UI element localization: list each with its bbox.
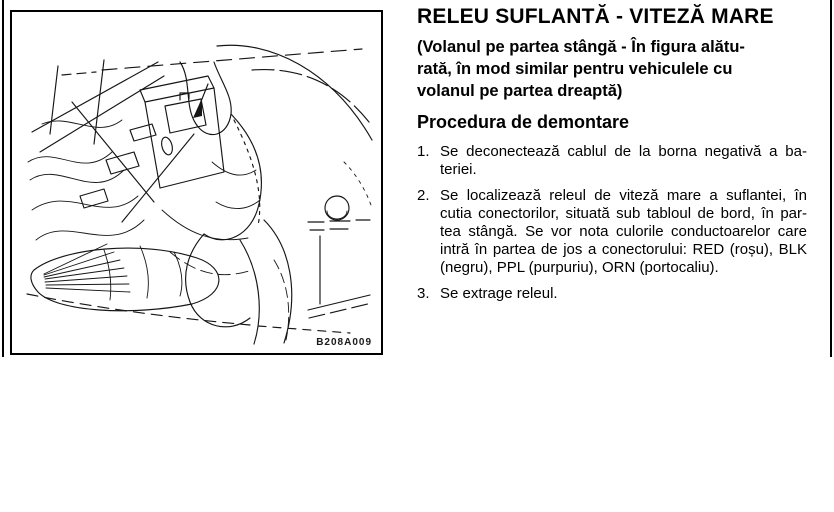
step-number: 3. (417, 285, 430, 302)
step-number: 2. (417, 187, 430, 204)
page-title: RELEU SUFLANTĂ - VITEZĂ MARE (417, 5, 774, 28)
figure-code-label: B208A009 (316, 337, 372, 348)
procedure-heading: Procedura de demontare (417, 112, 630, 132)
subtitle (417, 36, 807, 102)
step-item-1 (417, 143, 807, 179)
step-line: Se extrage releul. (440, 285, 558, 302)
step-item-2 (417, 187, 807, 277)
step-line: Se localizează releul de viteză mare a suflantei, în (440, 187, 807, 204)
step-line: Se deconectează cablul de la borna negativă a ba- (440, 143, 807, 160)
figure-frame (10, 10, 383, 355)
subtitle-line: rată, în mod similar pentru vehiculele cu (417, 60, 733, 78)
step-number: 1. (417, 143, 430, 160)
step-text (440, 187, 807, 277)
step-text (440, 285, 807, 303)
subtitle-line: (Volanul pe partea stângă - În figura alătu- (417, 38, 745, 56)
step-line: teriei. (440, 161, 477, 178)
step-line: tea stângă. Se vor nota culorile conductoarelor care (440, 223, 807, 240)
page-edge-line-left (2, 0, 4, 357)
step-line: (negru), PPL (purpuriu), ORN (portocaliu). (440, 259, 719, 276)
step-item-3 (417, 285, 807, 303)
relay-location-illustration-icon (12, 12, 381, 353)
page-edge-line-right (830, 0, 832, 357)
procedure-steps (417, 143, 807, 303)
subtitle-line: volanul pe partea dreaptă) (417, 82, 623, 100)
step-line: cutia conectorilor, situată sub tabloul de bord, în par- (440, 205, 807, 222)
step-line: intră în partea de jos a conectorului: RED (roșu), BLK (440, 241, 807, 258)
step-text (440, 143, 807, 179)
text-column (417, 4, 807, 311)
